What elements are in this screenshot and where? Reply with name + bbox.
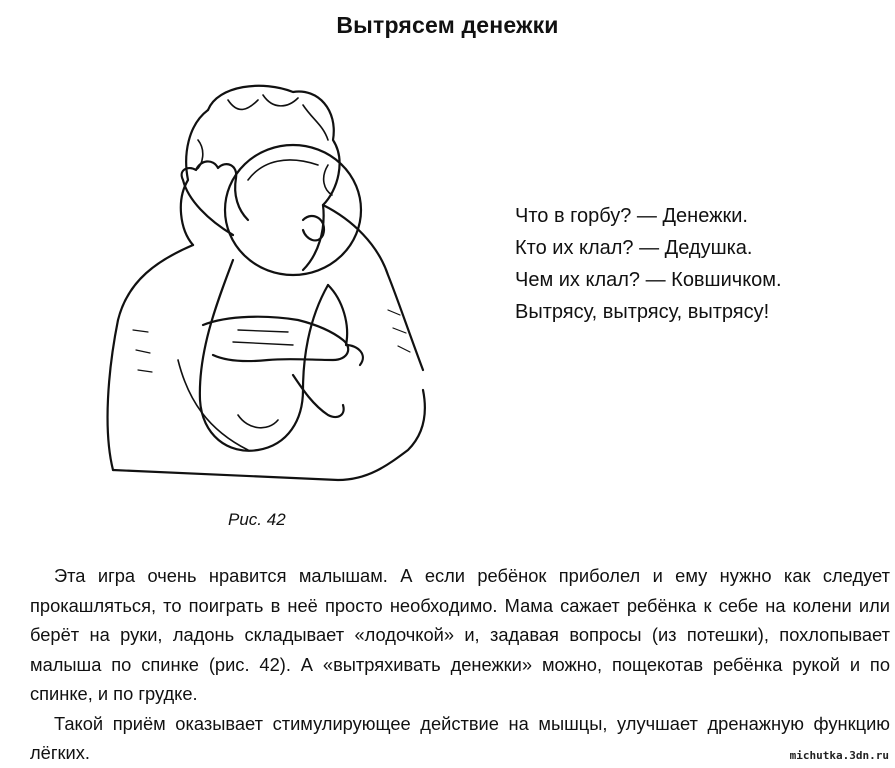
watermark: michutka.3dn.ru [789,749,889,762]
poem-line: Вытрясу, вытрясу, вытрясу! [515,301,770,323]
poem [515,200,782,328]
poem-line: Кто их клал? — Дедушка. [515,237,753,259]
paragraph: Эта игра очень нравится малышам. А если ребёнок приболел и ему нужно как следует прокашляться, то поиграть в неё просто необходимо. Мама сажает ребёнка к себе на колени или берёт на руки, ладонь складывает «лодочкой» и, задавая вопросы (из потешки), похлопывает малыша по спинке (рис. 42). А «вытряхивать денежки» можно, пощекотав ребёнка рукой и по спинке, и по грудке. [30,565,890,704]
body-text [30,561,890,768]
figure-caption: Рис. 42 [228,510,286,529]
paragraph: Такой приём оказывает стимулирующее действие на мышцы, улучшает дренажную функцию лёгких. [30,712,890,763]
page-title: Вытрясем денежки [336,12,559,38]
poem-line: Чем их клал? — Ковшичком. [515,269,782,291]
mother-holding-baby-illustration [88,70,448,500]
poem-line: Что в горбу? — Денежки. [515,205,748,227]
